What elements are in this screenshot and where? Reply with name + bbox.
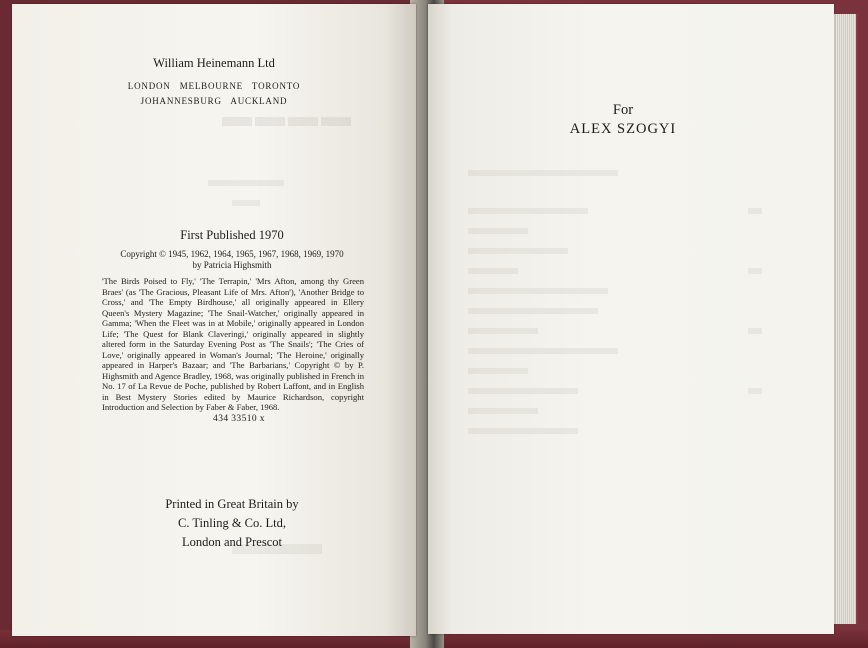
show-through-line [468,388,578,394]
show-through-title: ▬▬▬▬ [222,100,354,133]
right-page [428,4,834,634]
copyright-author: by Patricia Highsmith [192,260,272,270]
show-through-line [748,388,762,394]
story-credits: 'The Birds Poised to Fly,' 'The Terrapin,' 'Mrs Afton, among thy Green Braes' (as 'The Gracious, Pleasant Life of Mrs. Afton'), 'Another Bridge to Cross,' and 'The Empty Birdhouse,' all originally appeared in Ellery Queen's Mystery Magazine; 'The Snail-Watcher,' originally appeared in Gamma; 'When the Fleet was in at Mobile,' originally appeared in London Life; 'The Quest for Blank Claveringi,' originally appeared in slightly altered form in the Saturday Evening Post as 'The Snails'; 'The Cries of Love,' originally appeared in Woman's Journal; 'The Heroine,' originally appeared in Harper's Bazaar; and 'The Barbarians,' Copyright © by P. Highsmith and Agence Bradley, 1968, was originally published in French in No. 17 of La Revue de Poche, published by Robert Laffont, and in English in Best Mystery Stories edited by Maurice Richardson, copyright Introduction and Selection by Faber & Faber, 1968. [102,276,364,412]
first-published: First Published 1970 [180,228,284,242]
show-through-line [232,200,260,206]
publisher-name: William Heinemann Ltd [153,56,275,70]
show-through-line [468,208,588,214]
show-through-line [468,248,568,254]
show-through-line [468,268,518,274]
show-through-line [208,180,284,186]
show-through-line [468,368,528,374]
printer-line: London and Prescot [182,535,282,549]
dedication-name: ALEX SZOGYI [569,121,677,137]
show-through-line [748,208,762,214]
printer-line: C. Tinling & Co. Ltd, [177,516,287,530]
dedication-for: For [612,102,634,118]
page-edges [834,14,858,624]
publisher-cities: LONDON MELBOURNE TORONTO [127,81,301,91]
show-through-line [748,328,762,334]
show-through-line [468,228,528,234]
show-through-line [468,308,598,314]
publisher-cities: JOHANNESBURG AUCKLAND [140,96,288,106]
show-through-line [468,408,538,414]
show-through-line [468,328,538,334]
show-through-line [748,268,762,274]
show-through-line [468,288,608,294]
show-through-line [468,348,618,354]
printer-line: Printed in Great Britain by [165,497,299,511]
isbn: 434 33510 x [213,414,265,424]
left-page [12,4,416,636]
show-through-line [468,170,618,176]
copyright-line: Copyright © 1945, 1962, 1964, 1965, 1967, 1968, 1969, 1970 [120,249,344,259]
show-through-line [468,428,578,434]
